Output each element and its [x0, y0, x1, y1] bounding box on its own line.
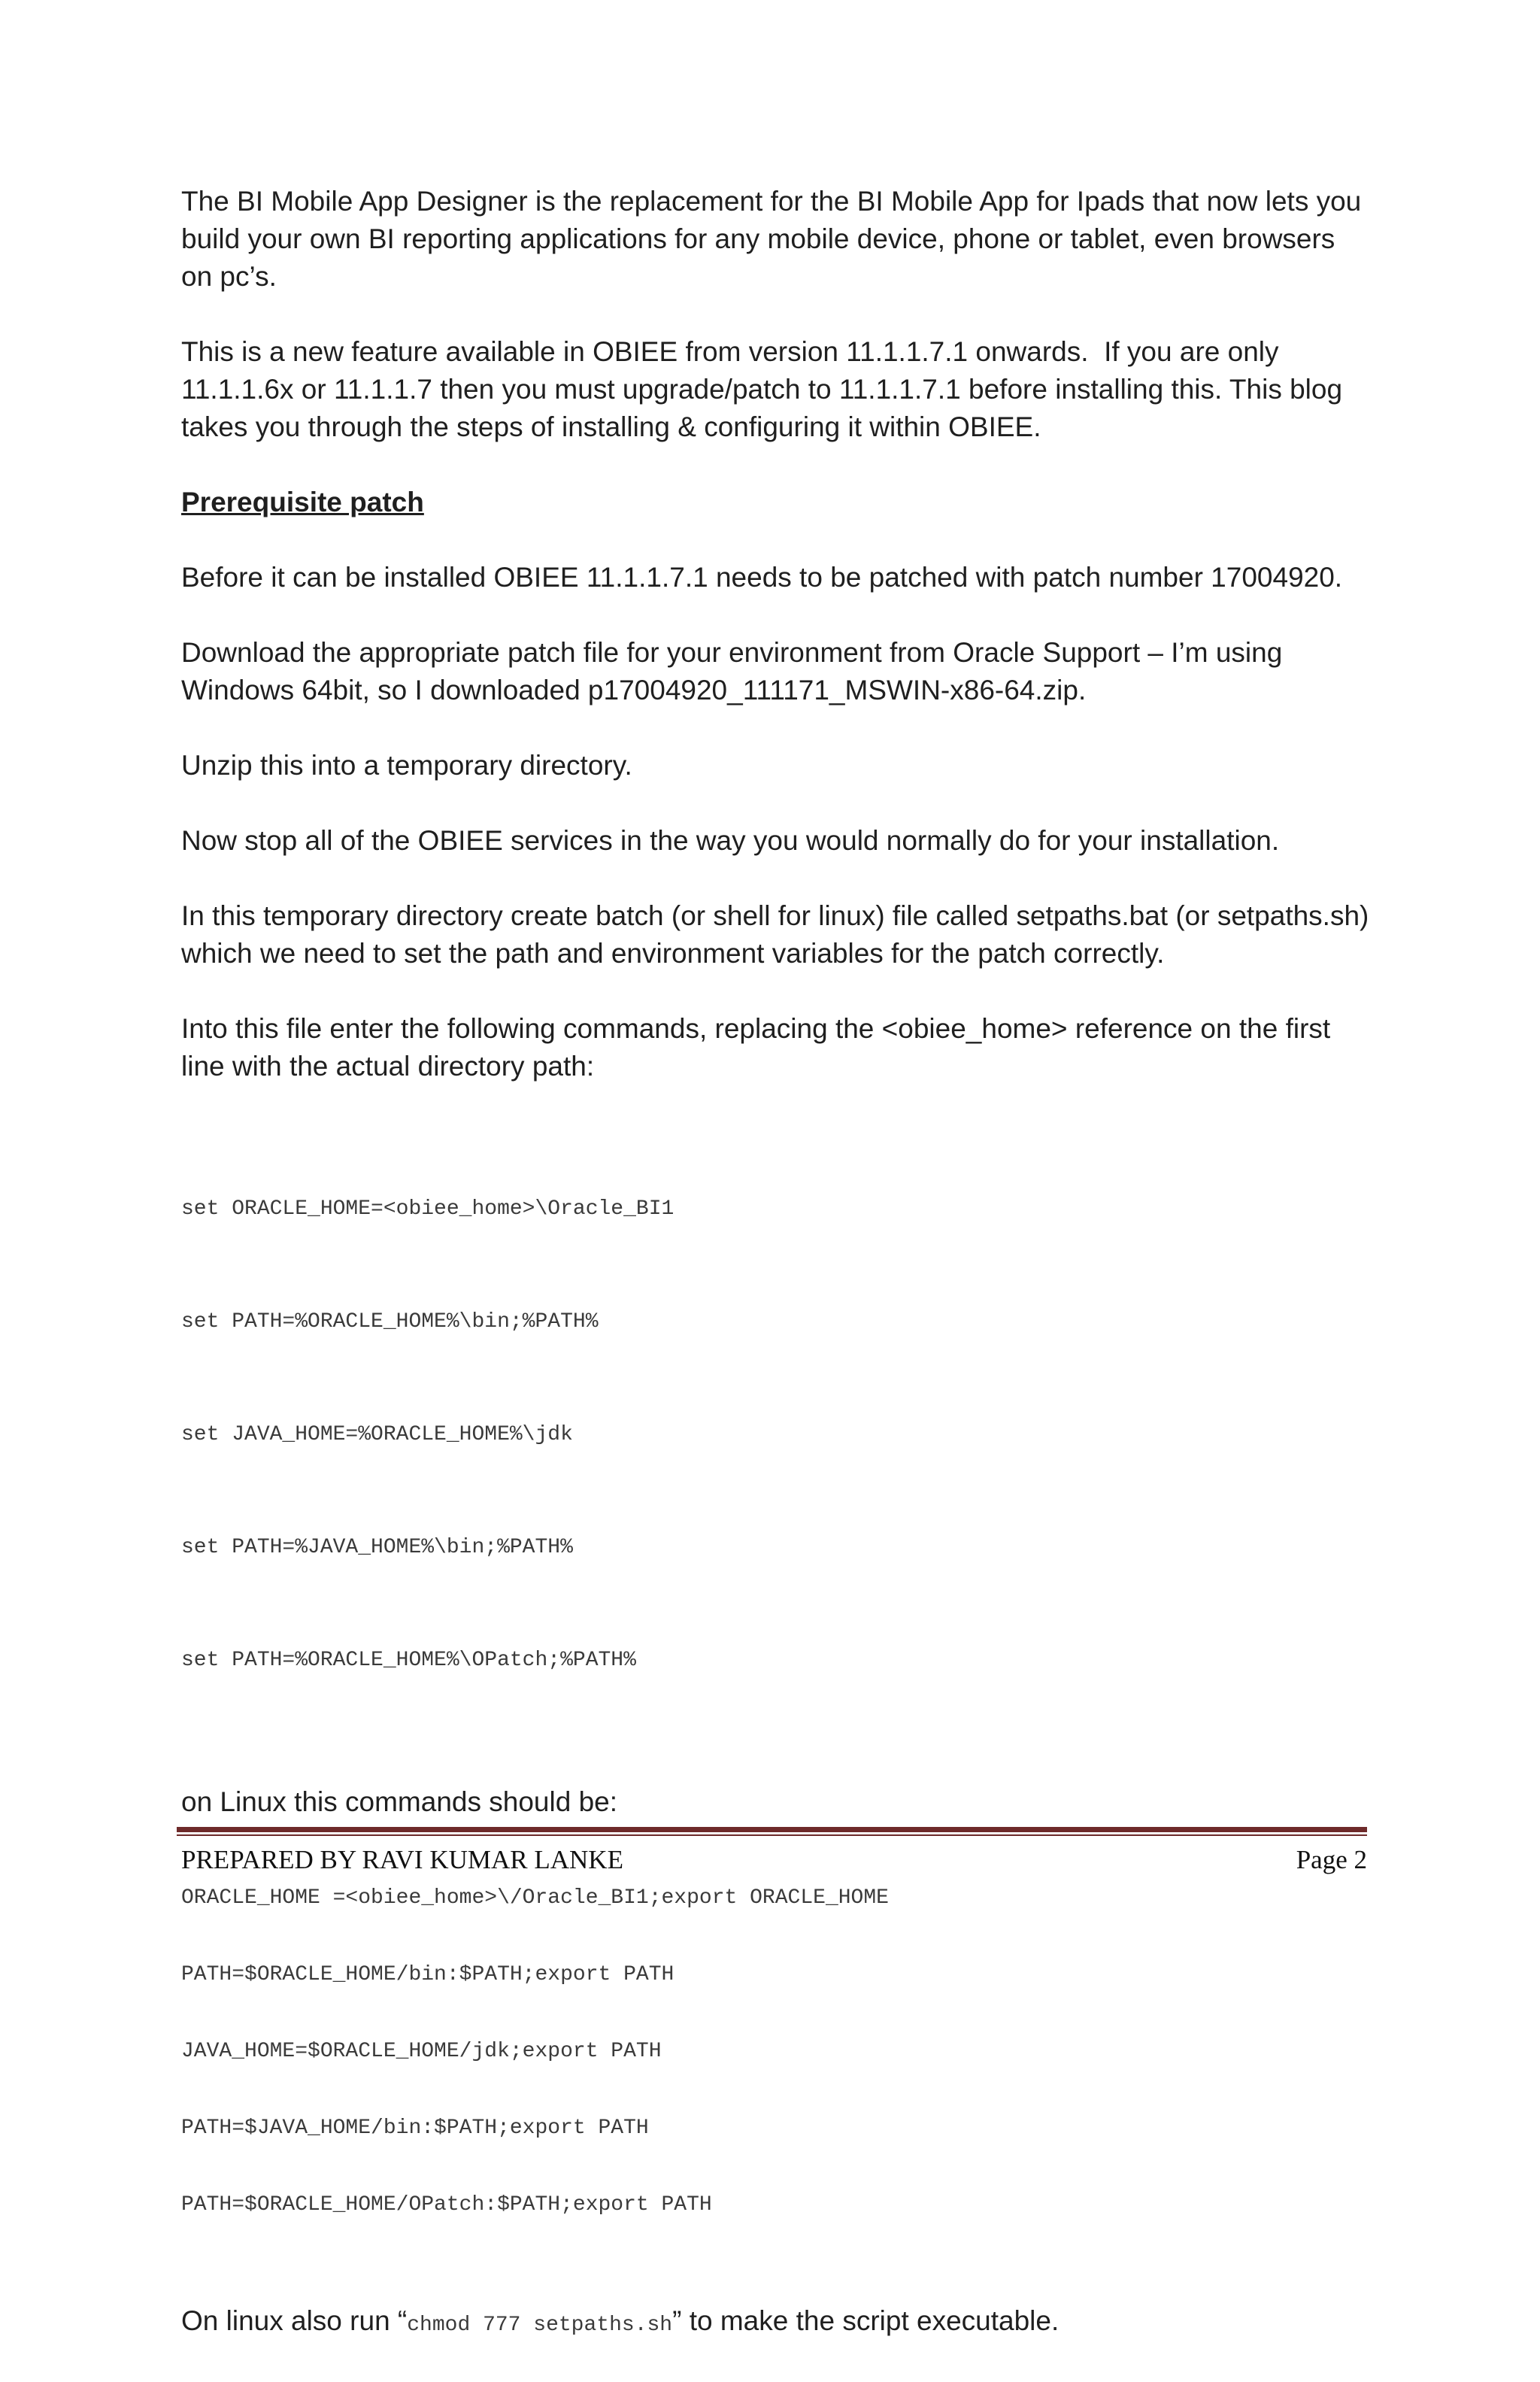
footer-author: PREPARED BY RAVI KUMAR LANKE	[181, 1845, 623, 1874]
unzip-paragraph: Unzip this into a temporary directory.	[181, 750, 632, 781]
footer-rule	[177, 1827, 1367, 1832]
chmod-paragraph	[181, 2302, 1369, 2344]
code-line: PATH=$ORACLE_HOME/OPatch:$PATH;export PATH	[181, 2193, 712, 2217]
commands-intro-paragraph: Into this file enter the following commands, replacing the <obiee_home> reference on the first line with the actual directory path:	[181, 1013, 1338, 1082]
intro-paragraph: The BI Mobile App Designer is the replacement for the BI Mobile App for Ipads that now lets you build your own BI reporting applications for any mobile device, phone or tablet, even browsers on pc’s.	[181, 186, 1369, 292]
code-line: PATH=$ORACLE_HOME/bin:$PATH;export PATH	[181, 1963, 675, 1986]
linux-commands-block	[181, 1834, 1369, 2269]
patch-number-paragraph: Before it can be installed OBIEE 11.1.1.7.1 needs to be patched with patch number 17004920.	[181, 562, 1343, 593]
chmod-inline-code: chmod 777 setpaths.sh	[407, 2314, 673, 2337]
page-body	[181, 183, 1384, 2382]
footer-page-number: Page 2	[1296, 1845, 1367, 1874]
code-line: JAVA_HOME=$ORACLE_HOME/jdk;export PATH	[181, 2040, 662, 2063]
stop-services-paragraph: Now stop all of the OBIEE services in the way you would normally do for your installation.	[181, 825, 1280, 856]
code-line: set JAVA_HOME=%ORACLE_HOME%\jdk	[181, 1423, 573, 1446]
version-paragraph: This is a new feature available in OBIEE from version 11.1.1.7.1 onwards. If you are only 11.1.1.6x or 11.1.1.7 then you must upgrade/patch to 11.1.1.7.1 before installing this. This blog takes you through the steps of installing & configuring it within OBIEE.	[181, 336, 1351, 442]
code-line: set PATH=%ORACLE_HOME%\OPatch;%PATH%	[181, 1649, 636, 1672]
linux-intro-paragraph: on Linux this commands should be:	[181, 1786, 618, 1817]
download-paragraph: Download the appropriate patch file for your environment from Oracle Support – I’m using Windows 64bit, so I downloaded p17004920_111171_MSWIN-x86-64.zip.	[181, 637, 1290, 705]
footer-rule-thin	[177, 1834, 1367, 1836]
code-line: set PATH=%ORACLE_HOME%\bin;%PATH%	[181, 1310, 599, 1334]
batch-file-paragraph: In this temporary directory create batch (or shell for linux) file called setpaths.bat (or setpaths.sh) which we need to set the path and environment variables for the patch correctly.	[181, 900, 1384, 969]
page-footer	[181, 1841, 1367, 1879]
code-line: set ORACLE_HOME=<obiee_home>\Oracle_BI1	[181, 1197, 675, 1221]
chmod-text-before: On linux also run “	[181, 2305, 408, 2336]
windows-commands-block	[181, 1115, 1369, 1755]
section-heading: Prerequisite patch	[181, 487, 424, 517]
code-line: set PATH=%JAVA_HOME%\bin;%PATH%	[181, 1536, 573, 1559]
code-line: ORACLE_HOME =<obiee_home>\/Oracle_BI1;export ORACLE_HOME	[181, 1886, 889, 1910]
chmod-text-after: ” to make the script executable.	[672, 2305, 1060, 2336]
code-line: PATH=$JAVA_HOME/bin:$PATH;export PATH	[181, 2116, 649, 2140]
